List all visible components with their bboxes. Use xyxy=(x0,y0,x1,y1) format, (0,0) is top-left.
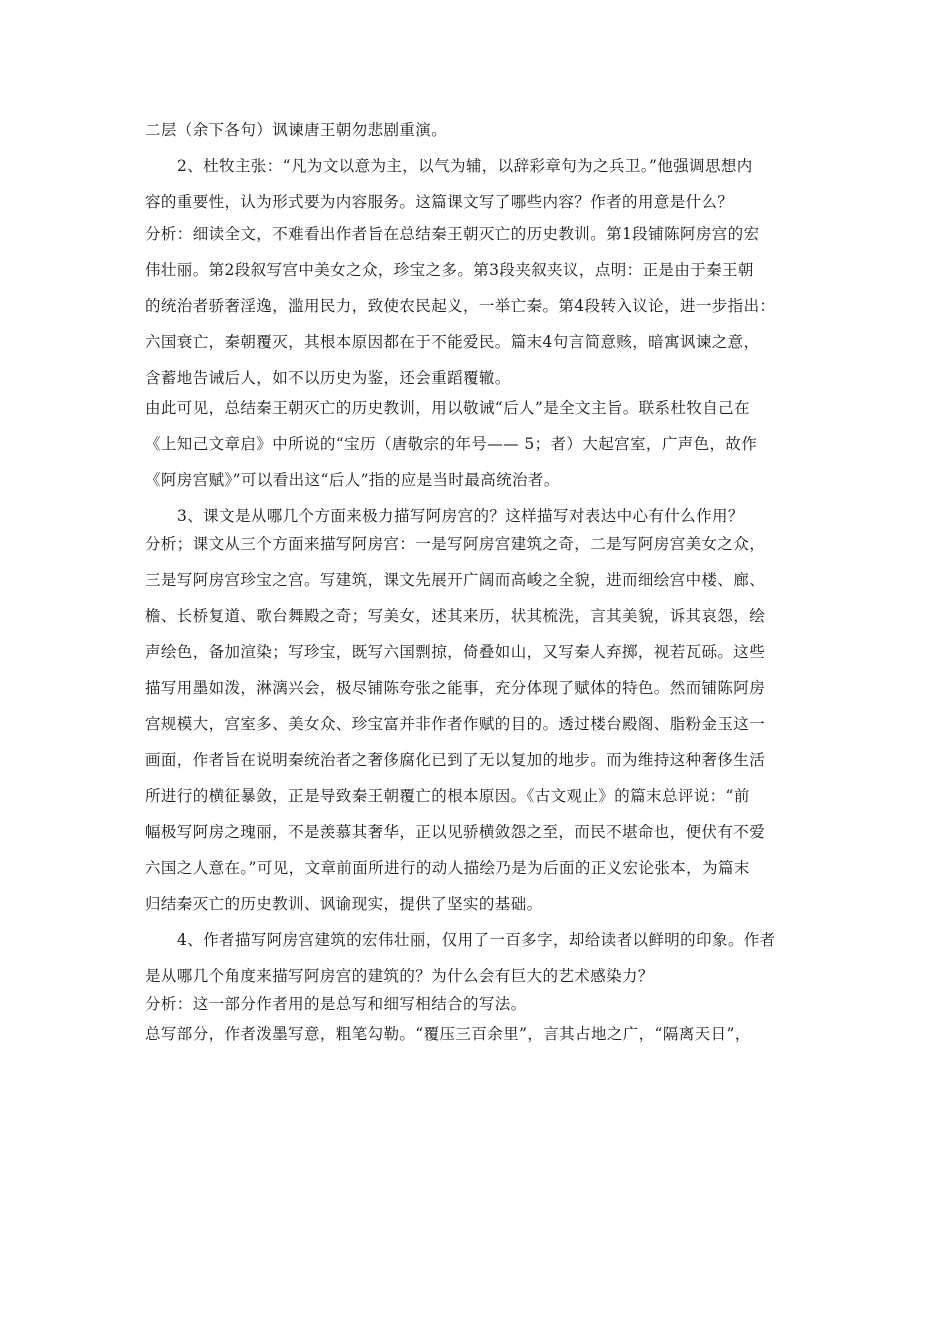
text-line: 幅极写阿房之瑰丽，不是羡慕其奢华，正以见骄横敛怨之至，而民不堪命也，便伏有不爱 xyxy=(145,823,766,841)
text-line: 含蓄地告诫后人，如不以历史为鉴，还会重蹈覆辙。 xyxy=(145,369,511,387)
text-line: 画面，作者旨在说明秦统治者之奢侈腐化已到了无以复加的地步。而为维持这种奢侈生活 xyxy=(145,751,766,769)
text-line: 是从哪几个角度来描写阿房宫的建筑的？为什么会有巨大的艺术感染力？ xyxy=(145,967,654,985)
text-line: 声绘色，备加渲染；写珍宝，既写六国剽掠，倚叠如山，又写秦人弃掷，视若瓦砾。这些 xyxy=(145,643,766,661)
document-body xyxy=(145,120,825,1044)
question-3-line: 3、课文是从哪几个方面来极力描写阿房宫的？这样描写对表达中心有什么作用？ xyxy=(177,507,744,525)
text-line: 《阿房宫赋》”可以看出这“后人”指的应是当时最高统治者。 xyxy=(145,471,560,489)
text-line: 六国衰亡，秦朝覆灭，其根本原因都在于不能爱民。篇末4句言简意赅，暗寓讽谏之意， xyxy=(145,333,760,351)
text-line: 由此可见，总结秦王朝灭亡的历史教训，用以敬诫“后人”是全文主旨。联系杜牧自己在 xyxy=(145,399,750,417)
text-line: 归结秦灭亡的历史教训、讽谕现实，提供了坚实的基础。 xyxy=(145,895,543,913)
text-line: 二层（余下各句）讽谏唐王朝勿悲剧重演。 xyxy=(145,121,448,139)
analysis-line: 分析；课文从三个方面来描写阿房宫：一是写阿房宫建筑之奇，二是写阿房宫美女之众， xyxy=(145,535,766,553)
text-line: 容的重要性，认为形式要为内容服务。这篇课文写了哪些内容？作者的用意是什么？ xyxy=(145,193,734,211)
text-line: 《上知己文章启》中所说的“宝历（唐敬宗的年号—— 5；者）大起宫室，广声色，故作 xyxy=(145,435,758,453)
question-2-line: 2、杜牧主张：“凡为文以意为主，以气为辅，以辞彩章句为之兵卫。”他强调思想内 xyxy=(177,157,753,175)
analysis-line: 分析：这一部分作者用的是总写和细写相结合的写法。 xyxy=(145,995,527,1013)
text-line: 描写用墨如泼，淋漓兴会，极尽铺陈夸张之能事，充分体现了赋体的特色。然而铺陈阿房 xyxy=(145,679,766,697)
text-line: 伟壮丽。第2段叙写宫中美女之众，珍宝之多。第3段夹叙夹议，点明：正是由于秦王朝 xyxy=(145,261,754,279)
text-line: 六国之人意在。”可见，文章前面所进行的动人描绘乃是为后面的正义宏论张本，为篇末 xyxy=(145,859,750,877)
text-line: 檐、长桥复道、歌台舞殿之奇；写美女，述其来历，状其梳洗，言其美貌，诉其哀怨，绘 xyxy=(145,607,766,625)
text-line: 三是写阿房宫珍宝之宫。写建筑，课文先展开广阔而高峻之全貌，进而细绘宫中楼、廊、 xyxy=(145,571,766,589)
text-line: 所进行的横征暴敛，正是导致秦王朝覆亡的根本原因。《古文观止》的篇末总评说：“前 xyxy=(145,787,750,805)
analysis-line: 分析：细读全文，不难看出作者旨在总结秦王朝灭亡的历史教训。第1段铺陈阿房宫的宏 xyxy=(145,225,760,243)
text-line: 的统治者骄奢淫逸，滥用民力，致使农民起义，一举亡秦。第4段转入议论，进一步指出： xyxy=(145,297,776,315)
text-line: 宫规模大，宫室多、美女众、珍宝富并非作者作赋的目的。透过楼台殿阁、脂粉金玉这一 xyxy=(145,715,766,733)
question-4-line: 4、作者描写阿房宫建筑的宏伟壮丽，仅用了一百多字，却给读者以鲜明的印象。作者 xyxy=(177,931,776,949)
text-line: 总写部分，作者泼墨写意，粗笔勾勒。“覆压三百余里”，言其占地之广，“隔离天日”， xyxy=(145,1025,751,1043)
